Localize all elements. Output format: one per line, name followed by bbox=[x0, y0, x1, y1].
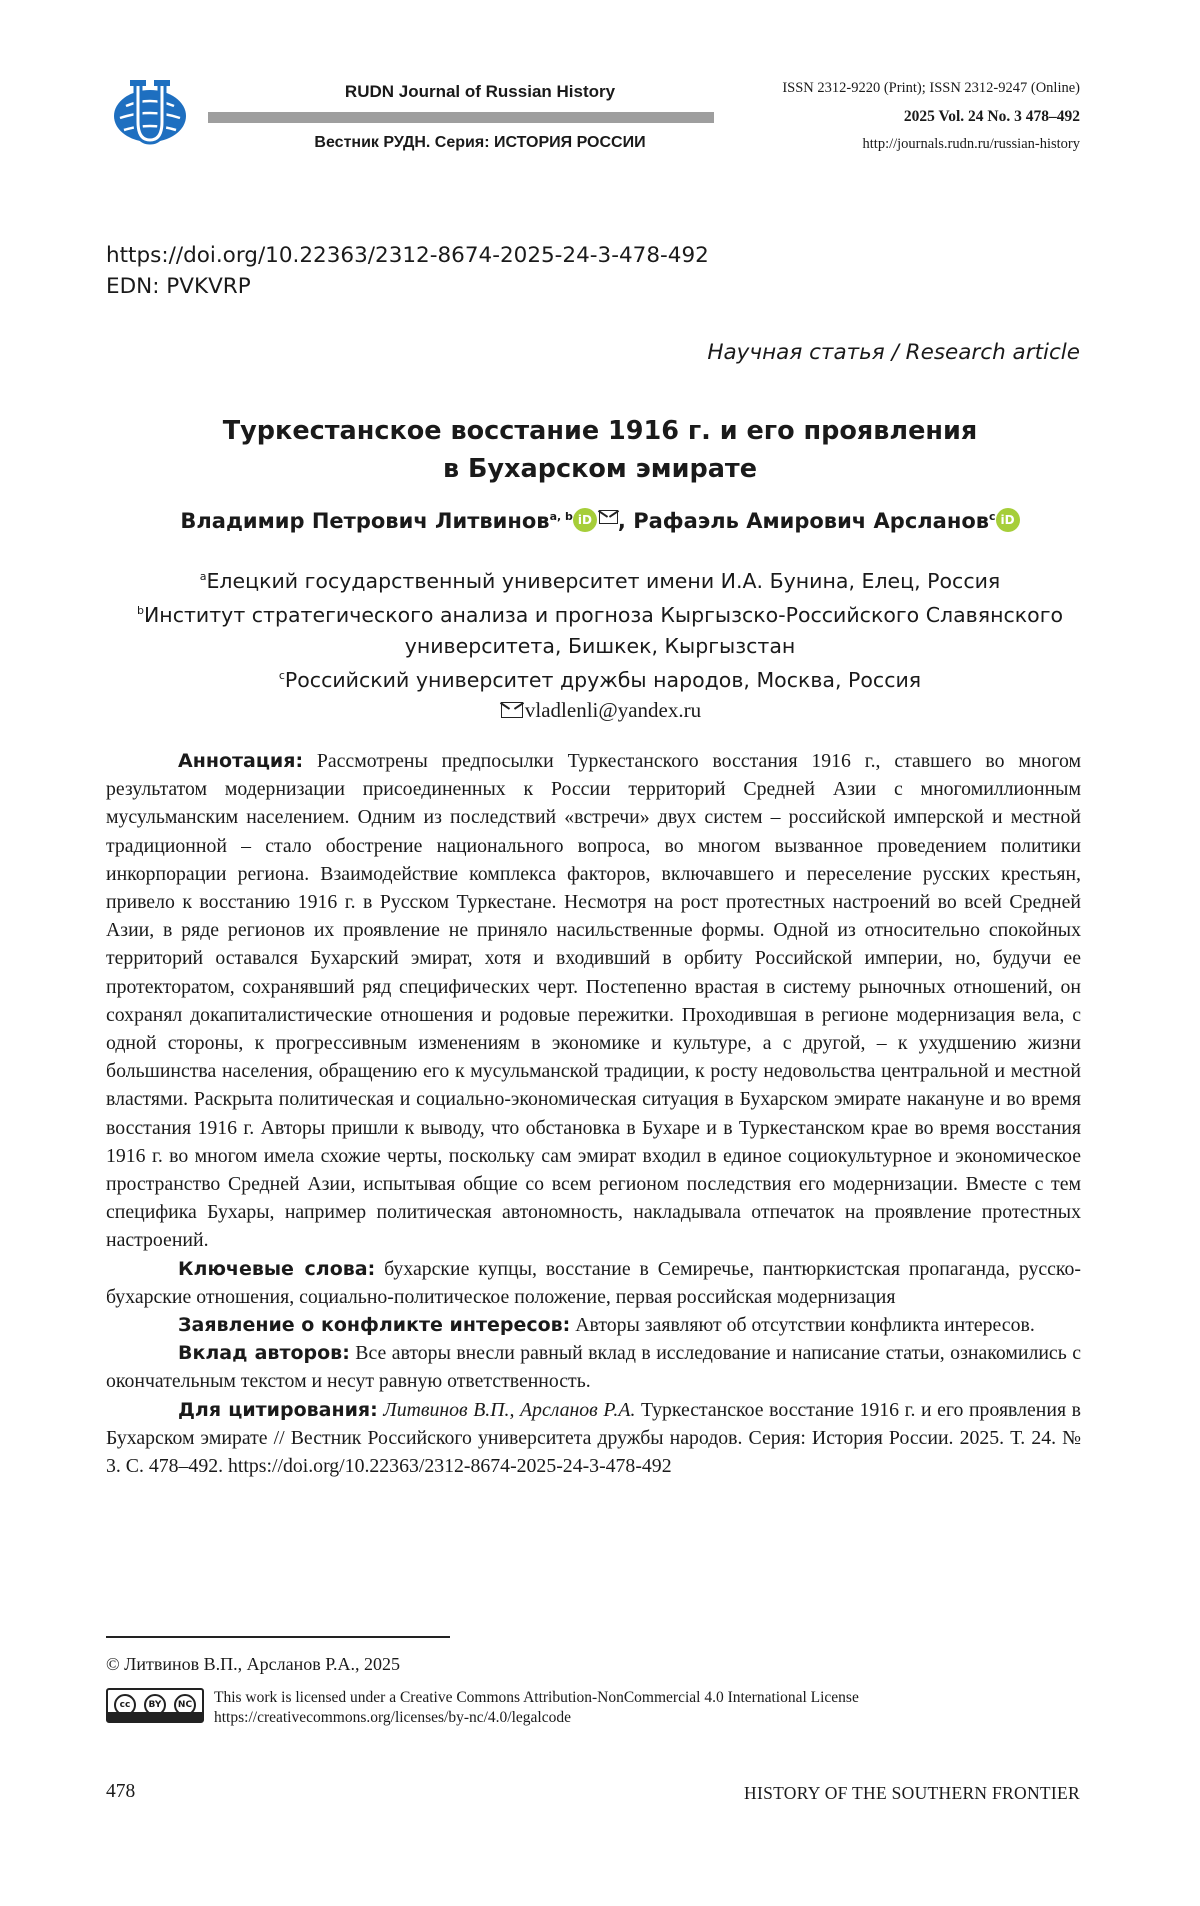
footnote-rule bbox=[106, 1636, 450, 1638]
affil-text: Российский университет дружбы народов, Москва, Россия bbox=[284, 667, 922, 692]
envelope-icon bbox=[501, 702, 523, 718]
abstract-label: Аннотация: bbox=[178, 750, 304, 772]
keywords-label: Ключевые слова: bbox=[178, 1257, 376, 1280]
author-2-affil: c bbox=[989, 510, 996, 523]
envelope-icon bbox=[599, 510, 618, 524]
affil-marker: c bbox=[278, 669, 285, 683]
identifiers bbox=[106, 240, 709, 302]
title-line-1: Туркестанское восстание 1916 г. и его проявления bbox=[222, 416, 978, 446]
citation-text: Туркестанское восстание 1916 г. и его проявления в Бухарском эмирате // Вестник Российского университета дружбы народов. Серия: История России. 2025. Т. 24. № 3. С. 478–492. https://doi.org/10.22363/2312-8674-2025-24-3-478-492 bbox=[106, 1398, 1081, 1478]
keywords-text: бухарские купцы, восстание в Семиречье, пантюркистская пропаганда, русско-бухарские отношения, социально-политическое положение, первая российская модернизация bbox=[106, 1257, 1081, 1308]
affil-marker: b bbox=[136, 604, 144, 618]
email-link[interactable]: vladlenli@yandex.ru bbox=[524, 698, 702, 723]
affiliation-c bbox=[100, 661, 1100, 695]
nc-icon: NC bbox=[174, 1694, 196, 1716]
edn: EDN: PVKVRP bbox=[106, 274, 251, 299]
contribution-label: Вклад авторов: bbox=[178, 1342, 350, 1365]
affiliations bbox=[100, 562, 1100, 726]
license-text bbox=[214, 1688, 859, 1728]
affiliation-b-cont: университета, Бишкек, Кыргызстан bbox=[404, 633, 796, 658]
header-bar bbox=[208, 112, 714, 123]
page-number: 478 bbox=[106, 1781, 136, 1802]
doi-link[interactable]: https://doi.org/10.22363/2312-8674-2025-24-3-478-492 bbox=[106, 243, 709, 268]
author-1: Владимир Петрович Литвинов bbox=[180, 509, 550, 533]
citation-label: Для цитирования: bbox=[178, 1398, 378, 1421]
author-2: Рафаэль Амирович Арсланов bbox=[633, 509, 990, 533]
affil-text: Елецкий государственный университет имени И.А. Бунина, Елец, Россия bbox=[206, 568, 1001, 593]
journal-url[interactable]: http://journals.rudn.ru/russian-history bbox=[862, 136, 1080, 152]
affil-marker: a bbox=[199, 570, 207, 583]
email-row bbox=[100, 695, 1100, 726]
abstract-text: Рассмотрены предпосылки Туркестанского восстания 1916 г., ставшего во многом результатом модернизации присоединенных к России территорий Средней Азии с многомиллионным мусульманским населением. Одним из последствий «встречи» двух систем – российской имперской и местной традиционной – стало обострение национального вопроса, во многом вызванное проведением политики инкорпорации региона. Взаимодействие комплекса факторов, включавшего и переселение русских крестьян, привело к восстанию 1916 г. в Русском Туркестане. Несмотря на рост протестных настроений во всей Средней Азии, в ряде регионов их проявление не приняло насильственные формы. Одной из относительно спокойных территорий оставался Бухарский эмират, хотя и входивший в орбиту Российской империи, но, будучи ее протекторатом, сохранявший ряд специфических черт. Постепенно врастая в систему рыночных отношений, он сохранял докапиталистические отношения и родовые пережитки. Проходившая в регионе модернизация вела, с одной стороны, к прогрессивным изменениям в экономике и культуре, а с другой, – к ухудшению жизни большинства населения, обращению его к мусульманской традиции, к росту недовольства центральной и местной властями. Раскрыта политическая и социально-экономическая ситуация в Бухарском эмирате накануне и во время восстания 1916 г. Авторы пришли к выводу, что обстановка в Бухаре и в Туркестанском крае во время восстания 1916 г. во многом имела схожие черты, поскольку сам эмират входил в единое социокультурное и экономическое пространство Средней Азии, испытывая общие со всем регионом последствия его модернизации. Вместе с тем специфика Бухары, например политическая автономность, накладывала отпечаток на проявление протестных настроений. bbox=[106, 750, 1081, 1252]
orcid-icon[interactable]: iD bbox=[573, 508, 597, 532]
article-title bbox=[120, 412, 1080, 488]
cc-icon: cc bbox=[114, 1694, 136, 1716]
title-line-2: в Бухарском эмирате bbox=[442, 454, 757, 484]
rudn-logo-icon bbox=[104, 78, 196, 150]
affiliation-b bbox=[100, 596, 1100, 630]
orcid-icon[interactable]: iD bbox=[996, 508, 1020, 532]
conflict-label: Заявление о конфликте интересов: bbox=[178, 1314, 571, 1337]
by-icon: BY bbox=[144, 1694, 166, 1716]
affiliation-a bbox=[100, 562, 1100, 596]
license-line-1: This work is licensed under a Creative Commons Attribution-NonCommercial 4.0 International License bbox=[214, 1689, 859, 1706]
citation bbox=[106, 1396, 1081, 1481]
journal-title-en: RUDN Journal of Russian History bbox=[344, 82, 616, 101]
issue-info: 2025 Vol. 24 No. 3 478–492 bbox=[903, 108, 1080, 125]
issn: ISSN 2312-9220 (Print); ISSN 2312-9247 (Online) bbox=[782, 80, 1080, 96]
affil-text: Институт стратегического анализа и прогноза Кыргызско-Российского Славянского bbox=[143, 603, 1064, 628]
section-name: HISTORY OF THE SOUTHERN FRONTIER bbox=[744, 1783, 1080, 1803]
author-contribution bbox=[106, 1339, 1081, 1395]
citation-authors: Литвинов В.П., Арсланов Р.А. bbox=[383, 1398, 636, 1421]
authors bbox=[80, 508, 1120, 533]
author-1-affil: a, b bbox=[549, 510, 573, 523]
author-separator: , bbox=[617, 509, 634, 533]
contribution-text: Все авторы внесли равный вклад в исследование и написание статьи, ознакомились с окончательным текстом и несут равную ответственность. bbox=[106, 1342, 1081, 1393]
article-front-matter bbox=[106, 747, 1081, 1480]
cc-license-badge[interactable] bbox=[106, 1688, 204, 1723]
conflict-statement bbox=[106, 1311, 1081, 1339]
license-url[interactable]: https://creativecommons.org/licenses/by-nc/4.0/legalcode bbox=[214, 1709, 571, 1726]
keywords bbox=[106, 1255, 1081, 1311]
copyright: © Литвинов В.П., Арсланов Р.А., 2025 bbox=[106, 1654, 401, 1674]
article-type: Научная статья / Research article bbox=[707, 340, 1080, 365]
abstract bbox=[106, 747, 1081, 1255]
journal-title-ru: Вестник РУДН. Серия: ИСТОРИЯ РОССИИ bbox=[314, 134, 646, 151]
conflict-text: Авторы заявляют об отсутствии конфликта интересов. bbox=[575, 1314, 1035, 1337]
badge-band bbox=[108, 1712, 202, 1721]
